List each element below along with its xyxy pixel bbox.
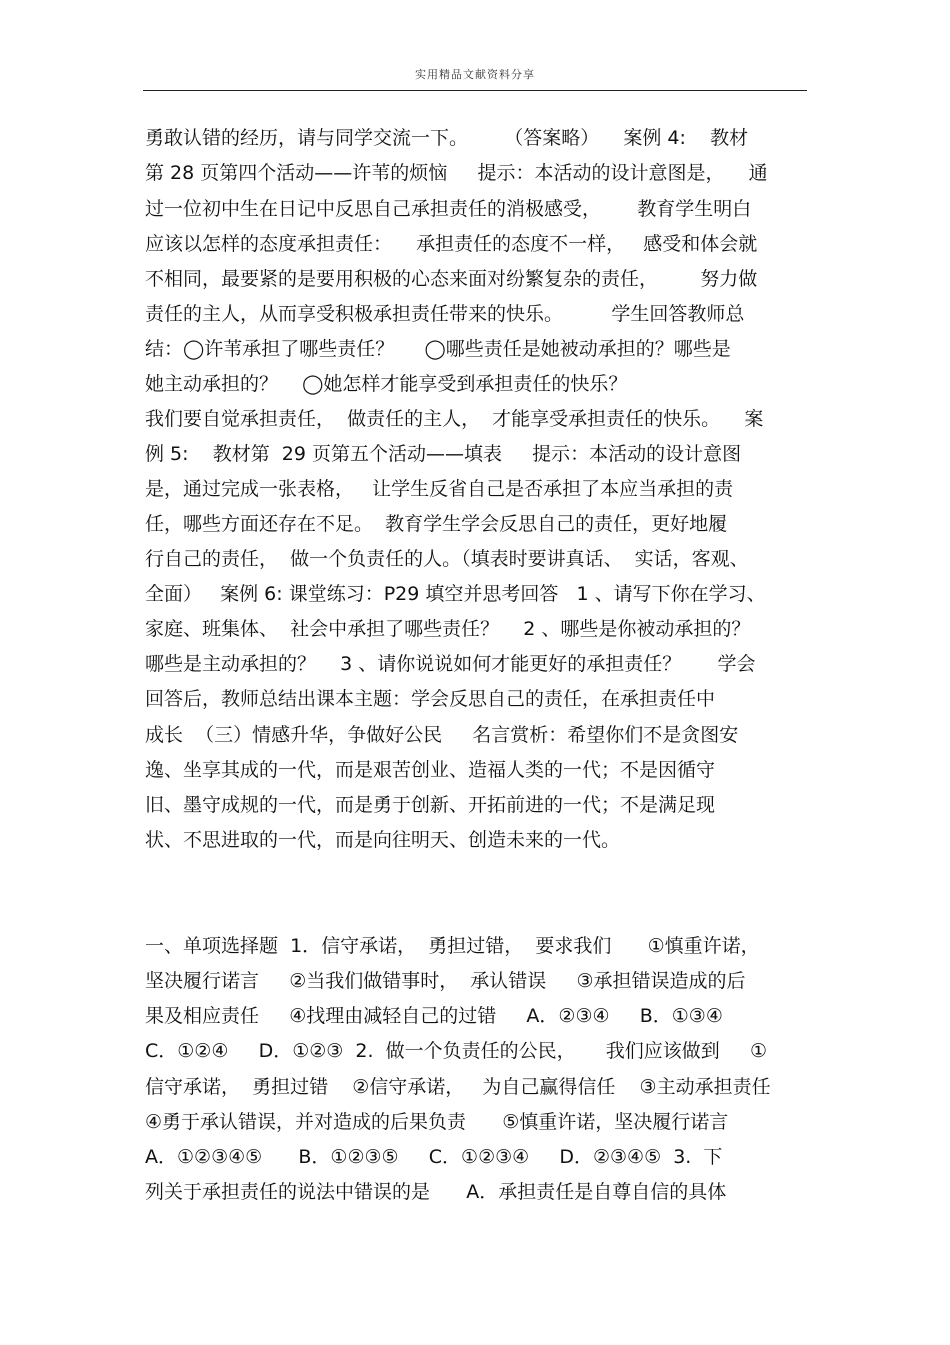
text-line: 第 28 页第四个活动——许苇的烦恼 提示：本活动的设计意图是， 通 bbox=[145, 162, 768, 184]
text-line: 果及相应责任 ④找理由减轻自己的过错 A．②③④ B．①③④ bbox=[145, 1005, 723, 1027]
text-line: 逸、坐享其成的一代，而是艰苦创业、造福人类的一代；不是因循守 bbox=[145, 759, 716, 781]
text-line: ④勇于承认错误，并对造成的后果负责 ⑤慎重许诺，坚决履行诺言 bbox=[145, 1111, 729, 1133]
text-line: C．①②④ D．①②③ 2. 做一个负责任的公民， 我们应该做到 ① bbox=[145, 1040, 768, 1062]
text-line: 责任的主人，从而享受积极承担责任带来的快乐。 学生回答教师总 bbox=[145, 303, 745, 325]
text-line: 过一位初中生在日记中反思自己承担责任的消极感受， 教育学生明白 bbox=[145, 198, 752, 220]
text-line: 她主动承担的？ ◯她怎样才能享受到承担责任的快乐？ bbox=[145, 373, 628, 395]
text-line: 行自己的责任， 做一个负责任的人。（填表时要讲真话、 实话，客观、 bbox=[145, 548, 749, 570]
header-divider bbox=[143, 90, 807, 91]
text-line: 坚决履行诺言 ②当我们做错事时， 承认错误 ③承担错误造成的后 bbox=[145, 970, 746, 992]
text-line: 勇敢认错的经历，请与同学交流一下。 （答案略） 案例 4: 教材 bbox=[145, 127, 749, 149]
text-line: A．①②③④⑤ B．①②③⑤ C．①②③④ D．②③④⑤ 3. 下 bbox=[145, 1146, 723, 1168]
text-line: 一、单项选择题 1．信守承诺， 勇担过错， 要求我们 ①慎重许诺， bbox=[145, 935, 760, 957]
text-line: 全面） 案例 6: 课堂练习：P29 填空并思考回答 1 、请写下你在学习、 bbox=[145, 583, 766, 605]
text-line: 哪些是主动承担的？ 3 、请你说说如何才能更好的承担责任？ 学会 bbox=[145, 653, 756, 675]
text-line: 成长 （三）情感升华，争做好公民 名言赏析：希望你们不是贪图安 bbox=[145, 724, 739, 746]
text-line: 不相同，最要紧的是要用积极的心态来面对纷繁复杂的责任， 努力做 bbox=[145, 268, 758, 290]
text-line: 列关于承担责任的说法中错误的是 A．承担责任是自尊自信的具体 bbox=[145, 1181, 727, 1203]
text-line: 例 5: 教材第 29 页第五个活动——填表 提示：本活动的设计意图 bbox=[145, 443, 742, 465]
text-line: 应该以怎样的态度承担责任： 承担责任的态度不一样， 感受和体会就 bbox=[145, 233, 758, 255]
text-line: 旧、墨守成规的一代，而是勇于创新、开拓前进的一代；不是满足现 bbox=[145, 794, 716, 816]
text-line: 任，哪些方面还存在不足。 教育学生学会反思自己的责任，更好地履 bbox=[145, 513, 728, 535]
text-line: 结：◯许苇承担了哪些责任？ ◯哪些责任是她被动承担的？哪些是 bbox=[145, 338, 731, 360]
text-line: 是，通过完成一张表格， 让学生反省自己是否承担了本应当承担的责 bbox=[145, 478, 734, 500]
text-line: 家庭、班集体、 社会中承担了哪些责任？ 2 、哪些是你被动承担的？ bbox=[145, 618, 751, 640]
text-line: 我们要自觉承担责任， 做责任的主人， 才能享受承担责任的快乐。 案 bbox=[145, 408, 764, 430]
page-header: 实用精品文献资料分享 bbox=[415, 68, 535, 81]
text-line: 信守承诺， 勇担过错 ②信守承诺， 为自己赢得信任 ③主动承担责任 bbox=[145, 1076, 771, 1098]
text-line: 状、不思进取的一代，而是向往明天、创造未来的一代。 bbox=[145, 829, 621, 851]
text-line: 回答后，教师总结出课本主题：学会反思自己的责任，在承担责任中 bbox=[145, 688, 716, 710]
